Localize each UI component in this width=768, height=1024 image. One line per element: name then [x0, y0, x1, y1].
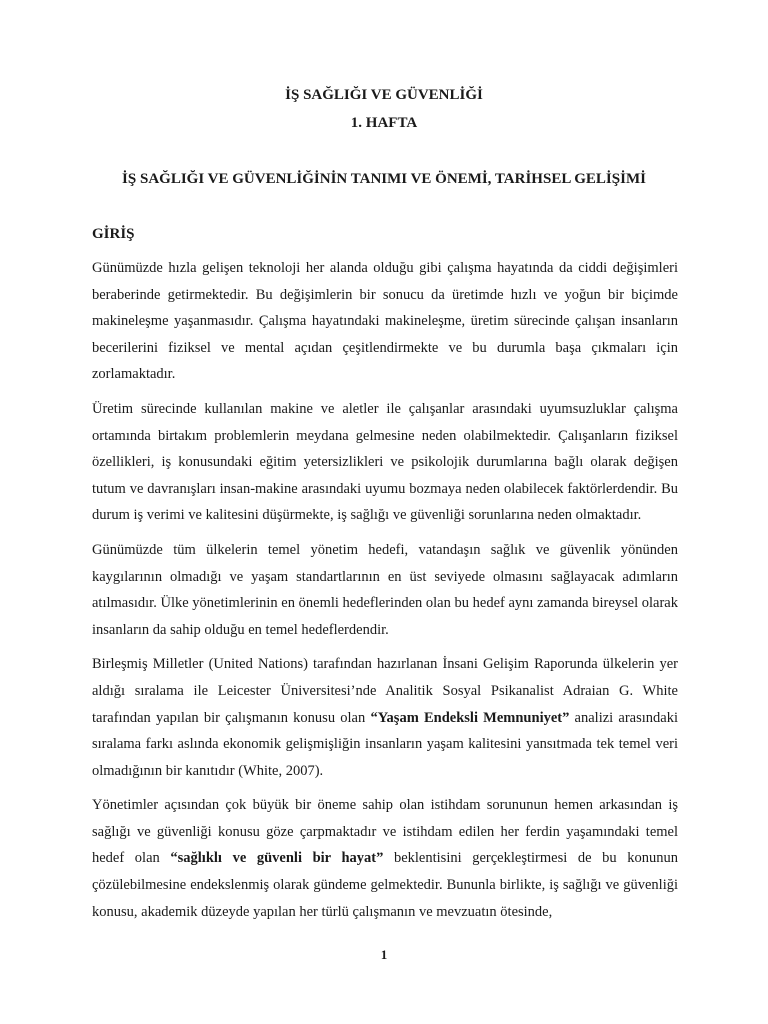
bold-phrase: “Yaşam Endeksli Memnuniyet” — [370, 709, 570, 726]
paragraph: Günümüzde hızla gelişen teknoloji her alanda olduğu gibi çalışma hayatında da ciddi değişimleri beraberinde getirmektedir. Bu değişimlerin bir sonucu da üretimde hızlı ve yoğun bir biçimde makineleşme yaşanmasıdır. Çalışma hayatındaki makineleşme, üretim sürecinde çalışan insanların becerilerini fiziksel ve mental açıdan çeşitlendirmekte ve bu durumla başa çıkmaları için zorlamaktadır. — [92, 260, 678, 383]
paragraph-text: Yönetimler açısından çok büyük bir öneme sahip olan istihdam sorununun hemen arkasından iş sağlığı ve güvenliği konusu göze çarpmaktadır ve istihdam edilen her ferdin yaşamındaki temel hedef olan — [92, 797, 678, 867]
page-number: 1 — [380, 947, 388, 962]
paragraph: Günümüzde tüm ülkelerin temel yönetim hedefi, vatandaşın sağlık ve güvenlik yönünden kaygılarının olmadığı ve yaşam standartlarının en üst seviyede olmasını sağlayacak adımların atılmasıdır. Ülke yönetimlerinin en önemli hedeflerinden olan bu hedef aynı zamanda bireysel olarak insanların da sahip olduğu en temel hedeflerdendir. — [92, 541, 678, 638]
week-label: 1. HAFTA — [350, 115, 418, 131]
paragraph — [92, 792, 678, 925]
paragraph: Üretim sürecinde kullanılan makine ve aletler ile çalışanlar arasındaki uyumsuzluklar çalışma ortamında birtakım problemlerin meydana gelmesine neden olabilmektedir. Çalışanların fiziksel özellikleri, iş konusundaki eğitim yetersizlikleri ve psikolojik durumlarına bağlı olarak değişen tutum ve davranışları insan-makine arasındaki uyumu bozmaya neden olabilecek faktörlerdendir. Bu durum iş verimi ve kalitesini düşürmekte, iş sağlığı ve güvenliği sorunlarına neden olmaktadır. — [92, 400, 678, 524]
document-title: İŞ SAĞLIĞI VE GÜVENLİĞİ — [285, 87, 483, 103]
paragraph-text: beklentisini gerçekleştirmesi de bu konunun çözülebilmesine endekslenmiş olarak gündeme gelmektedir. Bununla birlikte, iş sağlığı ve güvenliği konusu, akademik düzeyde yapılan her türlü çalışmanın ve mevzuatın ötesinde, — [92, 850, 678, 920]
document-body — [92, 255, 678, 933]
document-subtitle: İŞ SAĞLIĞI VE GÜVENLİĞİNİN TANIMI VE ÖNEMİ, TARİHSEL GELİŞİMİ — [122, 171, 646, 187]
paragraph-text: Birleşmiş Milletler (United Nations) tarafından hazırlanan İnsani Gelişim Raporunda ülkelerin yer aldığı sıralama ile Leicester Üniversitesi’nde Analitik Sosyal Psikanalist Adraian G. White tarafından yapılan bir çalışmanın konusu olan — [92, 656, 678, 726]
paragraph — [92, 651, 678, 784]
paragraph-text: analizi arasındaki sıralama farkı aslında ekonomik gelişmişliğin insanların yaşam kalitesini yansıtmada tek temel veri olmadığının bir kanıtıdır (White, 2007). — [92, 709, 678, 779]
bold-phrase: “sağlıklı ve güvenli bir hayat” — [170, 850, 384, 867]
section-heading: GİRİŞ — [92, 226, 135, 242]
